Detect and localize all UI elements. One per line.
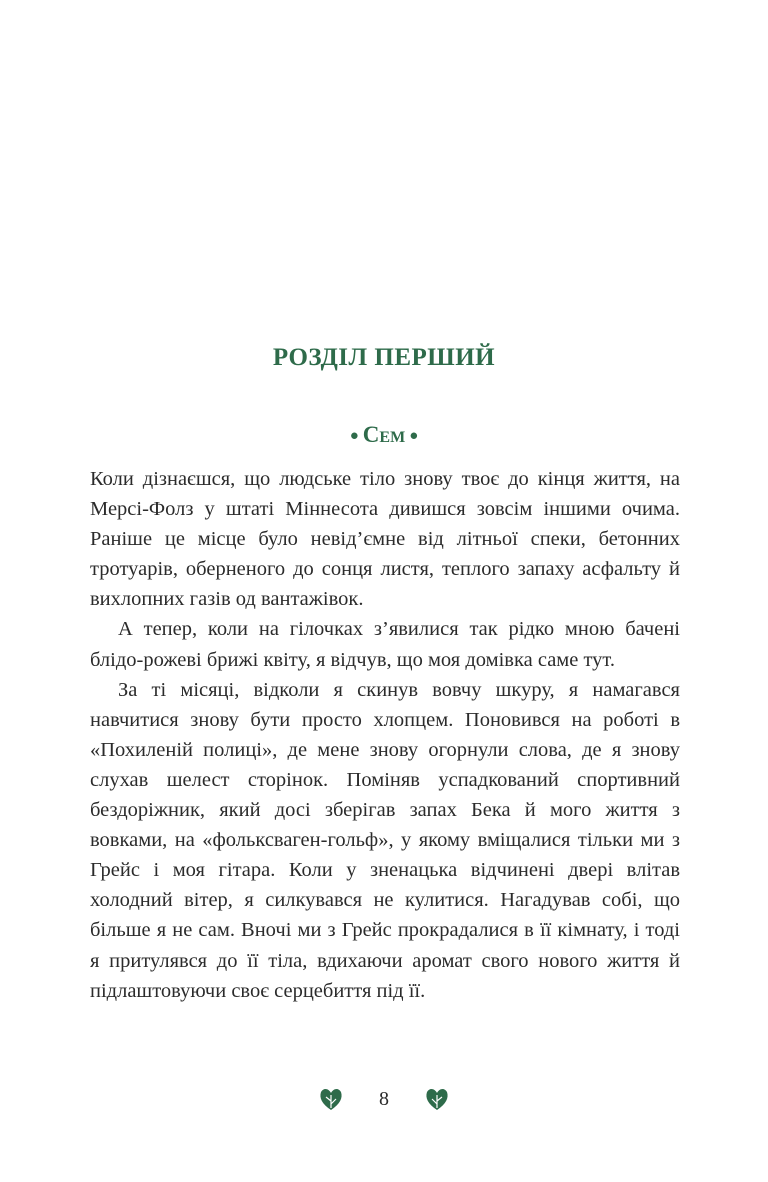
leaf-icon xyxy=(424,1086,450,1112)
leaf-icon xyxy=(318,1086,344,1112)
chapter-body xyxy=(90,464,680,1006)
narrator-name: Сем xyxy=(362,422,406,447)
bullet-icon: ● xyxy=(409,428,419,445)
chapter-title: РОЗДІЛ ПЕРШИЙ xyxy=(272,344,496,371)
page-footer xyxy=(0,1082,768,1116)
paragraph: За ті місяці, відколи я скинув вовчу шкуру, я намагався навчитися знову бути просто хлопцем. Поновився на роботі в «Похиленій полиці», де мене знову огорнули слова, де я знову слухав шелест сторінок. Поміняв успадкований спортивний бездоріжник, який досі зберігав запах Бека й мого життя з вовками, на «фольксваген-гольф», у якому вміщалися тільки ми з Грейс і моя гітара. Коли у зненацька відчинені двері влітав холодний вітер, я силкувався не кулитися. Нагадував собі, що більше я не сам. Вночі ми з Грейс прокрадалися в її кімнату, і тоді я притулявся до її тіла, вдихаючи аромат свого нового життя й підлаштовуючи своє серцебиття під її. xyxy=(90,678,680,1002)
bullet-icon: ● xyxy=(349,428,359,445)
paragraph: А тепер, коли на гілочках з’явилися так рідко мною бачені блідо-рожеві брижі квіту, я відчув, що моя домівка саме тут. xyxy=(90,618,680,671)
narrator-heading xyxy=(0,422,768,448)
paragraph: Коли дізнаєшся, що людське тіло знову твоє до кінця життя, на Мерсі-Фолз у штаті Міннесота дивишся зовсім іншими очима. Раніше це місце було невід’ємне від літньої спеки, бетонних тротуарів, оберненого до сонця листя, теплого запаху асфальту й вихлопних газів од вантажівок. xyxy=(90,468,680,611)
page-number: 8 xyxy=(379,1087,389,1110)
